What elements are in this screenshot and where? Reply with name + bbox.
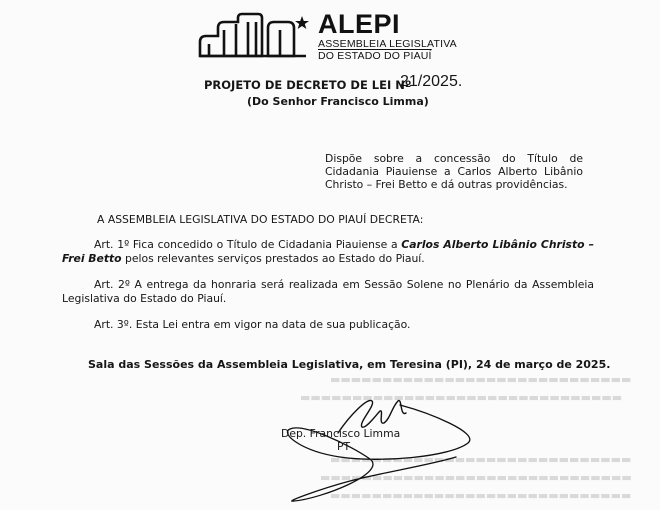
org-full-line2: DO ESTADO DO PIAUÍ [318, 50, 432, 62]
handwritten-signature [280, 393, 480, 505]
document-page: ▬▬▬▬▬▬▬▬▬▬▬▬▬▬▬▬▬▬▬▬▬▬▬▬▬▬▬▬▬ ▬▬▬▬▬▬▬▬▬▬▬▬▬▬▬▬▬▬▬▬▬▬▬▬▬▬▬▬▬▬▬ ▬▬▬▬▬▬▬▬▬▬▬▬▬▬▬▬▬▬▬▬▬▬▬▬▬▬▬▬▬ ▬▬▬▬▬▬▬▬▬▬▬▬▬▬▬▬▬▬▬▬▬▬▬▬▬▬▬▬▬▬ ▬▬▬▬▬▬▬▬▬▬▬▬▬▬▬▬▬▬▬▬▬▬▬▬▬▬▬▬▬ ALEPI ASSEMBLEIA LEGISLATIVA DO ESTADO DO PIAUÍ PROJETO DE DECRETO DE LEI Nº 21/2025. (Do Senhor Francisco Limma) Dispõe sobre a concessão do Título de Cidadania Piauiense a Carlos Alberto Libânio Christo – Frei Betto e dá outras providências. A ASSEMBLEIA LEGISLATIVA DO ESTADO DO PIAUÍ DECRETA: Art. 1º Fica concedido o Título de Cidadania Piauiense a Carlos Alberto Libânio Christo – Frei Betto pelos relevantes serviços prestados ao Estado do Piauí. Art. 2º A entrega da honraria será realizada em Sessão Solene no Plenário da Assembleia Legislativa do Estado do Piauí. Art. 3º. Esta Lei entra em vigor na data de sua publicação. Sala das Sessões da Assembleia Legislativa, em Teresina (PI), 24 de março de 2025. Dep. Francisco Limma PT [0, 0, 660, 510]
article-1 [62, 238, 594, 265]
article-3-text: Art. 3º. Esta Lei entra em vigor na data de sua publicação. [94, 318, 411, 331]
ementa: Dispõe sobre a concessão do Título de Cidadania Piauiense a Carlos Alberto Libânio Christo – Frei Betto e dá outras providências. [325, 152, 583, 191]
bill-title: PROJETO DE DECRETO DE LEI Nº [204, 78, 412, 92]
article-1-suffix: pelos relevantes serviços prestados ao Estado do Piauí. [121, 251, 425, 265]
signer-party: PT [337, 440, 351, 453]
article-2 [62, 278, 594, 305]
signer-name: Dep. Francisco Limma [281, 427, 401, 440]
org-short-name: ALEPI [318, 9, 401, 39]
bill-number: 21/2025. [400, 73, 463, 90]
bill-author: (Do Senhor Francisco Limma) [247, 95, 429, 108]
org-full-line1: ASSEMBLEIA LEGISLATIVA [318, 38, 457, 50]
org-full-name [318, 38, 457, 62]
article-1-prefix: Art. 1º Fica concedido o Título de Cidadania Piauiense a [94, 238, 402, 251]
article-2-text: Art. 2º A entrega da honraria será realizada em Sessão Solene no Plenário da Assembleia Legislativa do Estado do Piauí. [62, 278, 594, 305]
decree-intro: A ASSEMBLEIA LEGISLATIVA DO ESTADO DO PIAUÍ DECRETA: [97, 213, 424, 226]
closing-line: Sala das Sessões da Assembleia Legislativa, em Teresina (PI), 24 de março de 2025. [88, 358, 611, 371]
article-3 [62, 318, 594, 332]
honoree-name: Carlos Alberto Libânio Christo – Frei Betto [62, 238, 595, 265]
alepi-logo-icon [198, 12, 316, 62]
